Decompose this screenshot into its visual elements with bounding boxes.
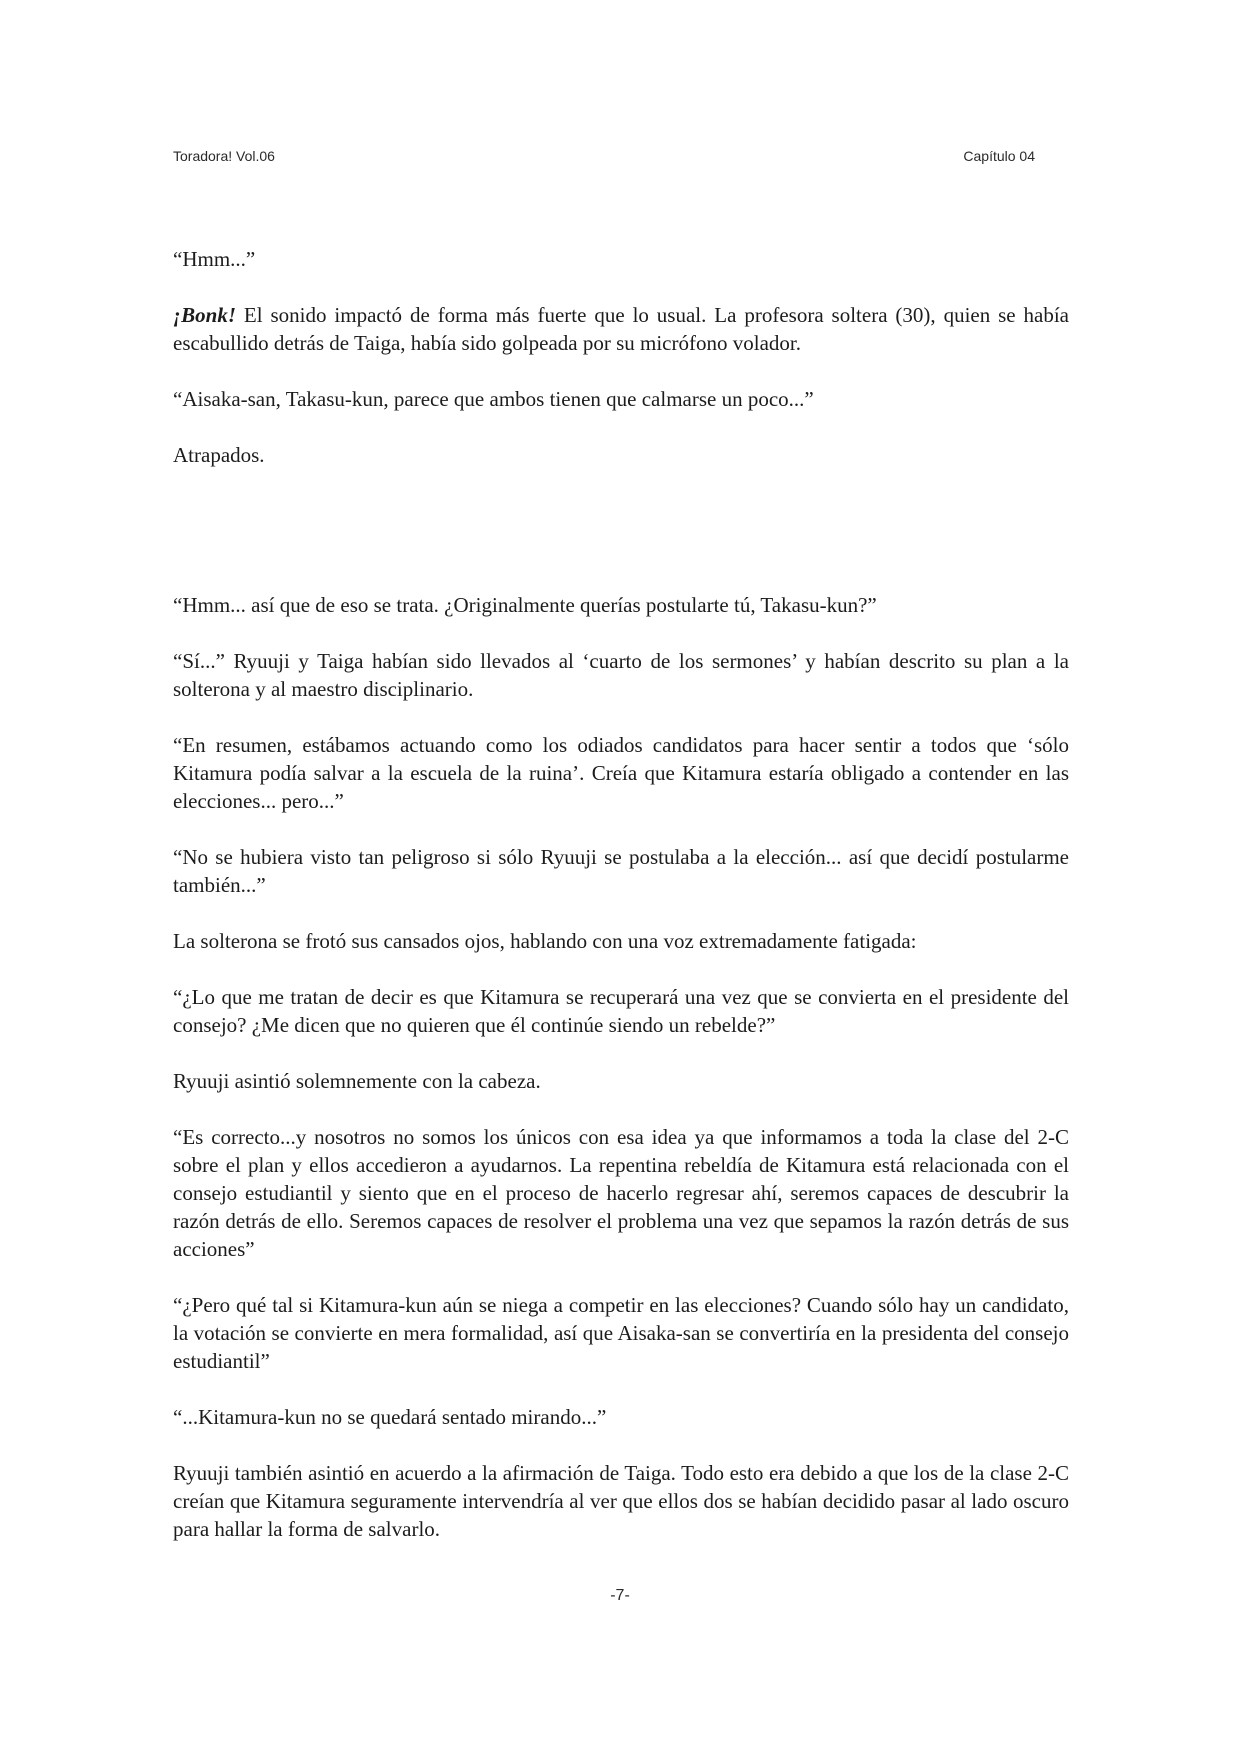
paragraph: “¿Pero qué tal si Kitamura-kun aún se niega a competir en las elecciones? Cuando sólo hay un candidato, la votación se convierte en mera formalidad, así que Aisaka-san se convertiría en la presidenta del consejo estudiantil” xyxy=(173,1293,1069,1373)
running-header xyxy=(173,148,1035,164)
paragraph: “Es correcto...y nosotros no somos los únicos con esa idea ya que informamos a toda la clase del 2-C sobre el plan y ellos accedieron a ayudarnos. La repentina rebeldía de Kitamura está relacionada con el consejo estudiantil y siento que en el proceso de hacerlo regresar ahí, seremos capaces de descubrir la razón detrás de ello. Seremos capaces de resolver el problema una vez que sepamos la razón detrás de sus acciones” xyxy=(173,1125,1069,1261)
paragraph: “¿Lo que me tratan de decir es que Kitamura se recuperará una vez que se convierta en el presidente del consejo? ¿Me dicen que no quieren que él continúe siendo un rebelde?” xyxy=(173,985,1069,1037)
paragraph: La solterona se frotó sus cansados ojos, hablando con una voz extremadamente fatigada: xyxy=(173,929,917,953)
sound-effect: ¡Bonk! xyxy=(173,303,237,327)
body-text xyxy=(173,245,1069,1543)
paragraph: Ryuuji también asintió en acuerdo a la afirmación de Taiga. Todo esto era debido a que los de la clase 2-C creían que Kitamura seguramente intervendría al ver que ellos dos se habían decidido pasar al lado oscuro para hallar la forma de salvarlo. xyxy=(173,1461,1069,1541)
header-chapter: Capítulo 04 xyxy=(963,148,1035,164)
paragraph-text: El sonido impactó de forma más fuerte que lo usual. La profesora soltera (30), quien se había escabullido detrás de Taiga, había sido golpeada por su micrófono volador. xyxy=(173,303,1069,355)
paragraph: Ryuuji asintió solemnemente con la cabeza. xyxy=(173,1069,541,1093)
header-book-title: Toradora! Vol.06 xyxy=(173,148,275,164)
paragraph: “Hmm...” xyxy=(173,247,256,271)
paragraph: “Hmm... así que de eso se trata. ¿Originalmente querías postularte tú, Takasu-kun?” xyxy=(173,593,877,617)
paragraph xyxy=(173,301,1069,357)
paragraph: “En resumen, estábamos actuando como los odiados candidatos para hacer sentir a todos que ‘sólo Kitamura podía salvar a la escuela de la ruina’. Creía que Kitamura estaría obligado a contender en las elecciones... pero...” xyxy=(173,733,1069,813)
paragraph: “Sí...” Ryuuji y Taiga habían sido llevados al ‘cuarto de los sermones’ y habían descrito su plan a la solterona y al maestro disciplinario. xyxy=(173,649,1069,701)
paragraph: “...Kitamura-kun no se quedará sentado mirando...” xyxy=(173,1405,607,1429)
paragraph: “Aisaka-san, Takasu-kun, parece que ambos tienen que calmarse un poco...” xyxy=(173,387,814,411)
paragraph: Atrapados. xyxy=(173,443,265,467)
paragraph: “No se hubiera visto tan peligroso si sólo Ryuuji se postulaba a la elección... así que decidí postularme también...” xyxy=(173,845,1069,897)
page-number: -7- xyxy=(610,1587,630,1604)
